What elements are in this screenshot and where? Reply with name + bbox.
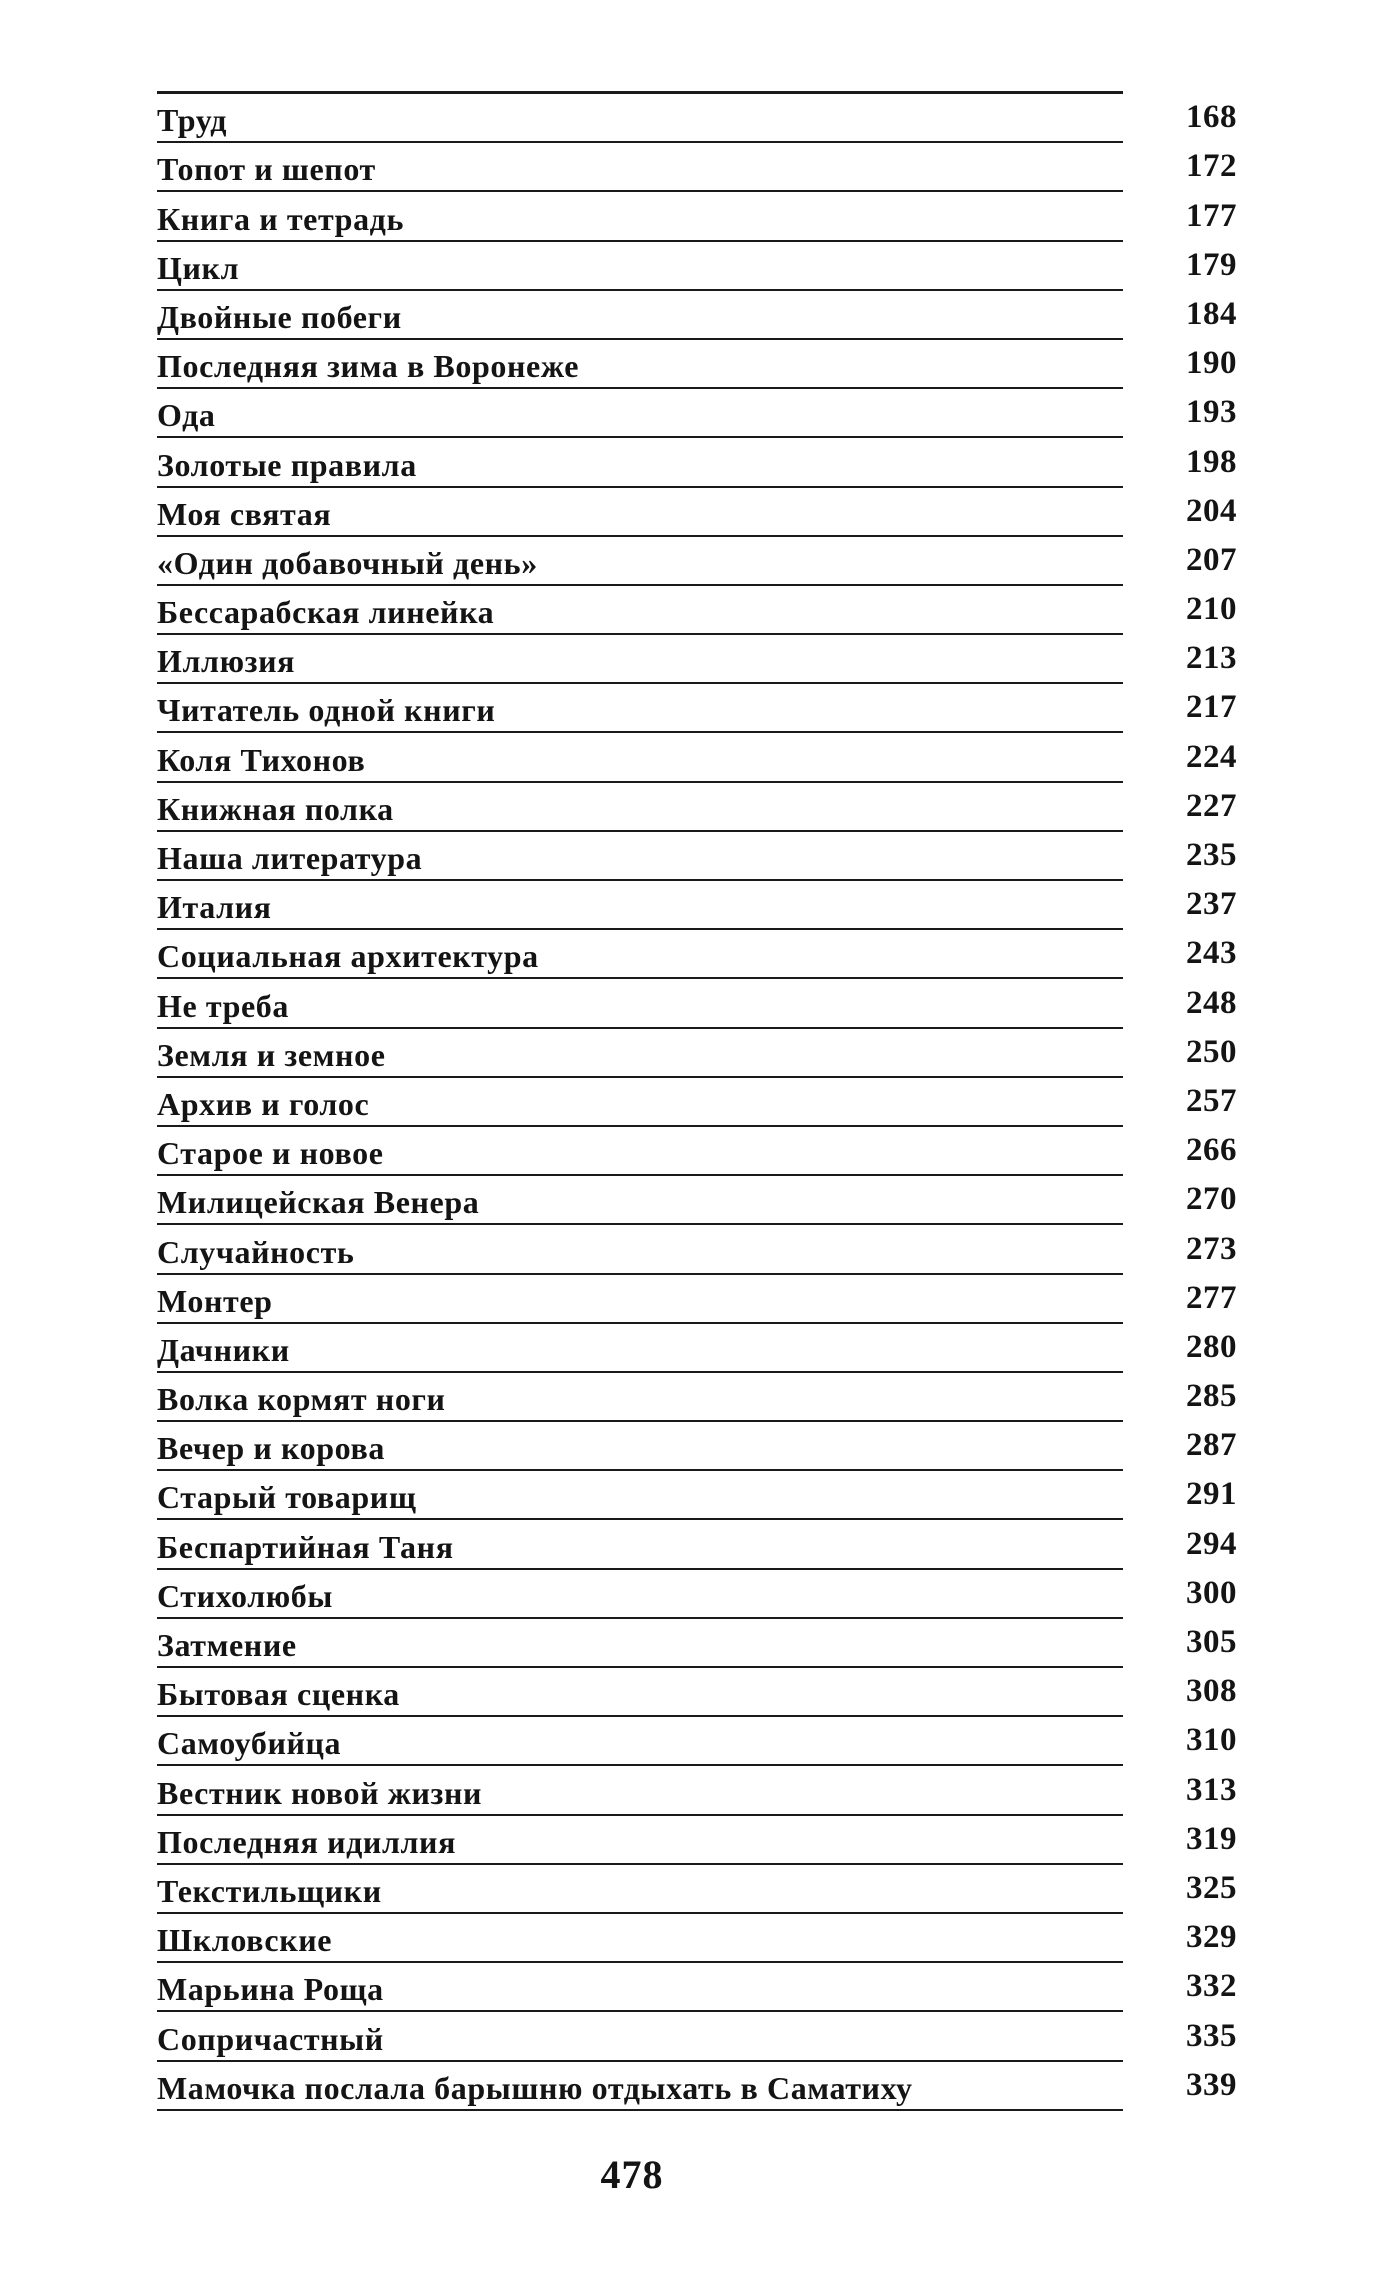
toc-entry-page: 217 — [1186, 689, 1237, 726]
toc-entry-title: Вестник новой жизни — [157, 1774, 483, 1811]
toc-entry-title: Труд — [157, 102, 228, 139]
toc-entry-title: Золотые правила — [157, 446, 417, 483]
toc-entry — [157, 783, 1237, 832]
toc-entry — [157, 389, 1237, 438]
toc-entry-page: 273 — [1186, 1230, 1237, 1267]
toc-entry — [157, 1914, 1237, 1963]
toc-entry-page: 294 — [1186, 1525, 1237, 1562]
toc-entry — [157, 1127, 1237, 1176]
toc-entry-page: 235 — [1186, 837, 1237, 873]
toc-entry — [157, 1422, 1237, 1471]
toc-entry-page: 257 — [1186, 1082, 1237, 1119]
toc-entry-title: Милицейская Венера — [157, 1184, 480, 1221]
toc-entry-title: Случайность — [157, 1233, 355, 1270]
toc-entry — [157, 1176, 1237, 1225]
toc-entry-page: 329 — [1186, 1919, 1237, 1956]
toc-entry-title: Не треба — [157, 987, 290, 1024]
toc-entry — [157, 635, 1237, 684]
toc-entry-page: 270 — [1186, 1181, 1237, 1218]
page-number: 478 — [600, 2152, 664, 2197]
toc-entry-page: 287 — [1186, 1427, 1237, 1464]
toc-entry — [157, 733, 1237, 782]
toc-entry-title: Беспартийная Таня — [157, 1528, 454, 1565]
toc-entry-title: Последняя зима в Воронеже — [157, 348, 579, 385]
toc-entry-title: Бессарабская линейка — [157, 594, 495, 631]
toc-entry-title: Италия — [157, 889, 272, 926]
toc-entry — [157, 1766, 1237, 1815]
toc-entry-page: 277 — [1186, 1279, 1237, 1316]
toc-entry — [157, 1471, 1237, 1520]
toc-entry-title: Двойные побеги — [157, 298, 402, 335]
toc-entry-page: 339 — [1186, 2066, 1237, 2103]
toc-entry-page: 310 — [1186, 1722, 1237, 1759]
toc-entry-title: Сопричастный — [157, 2020, 384, 2057]
toc-entry-page: 210 — [1186, 591, 1237, 628]
toc-entry — [157, 340, 1237, 389]
toc-entry — [157, 1225, 1237, 1274]
toc-entry — [157, 1324, 1237, 1373]
toc-entry — [157, 2062, 1237, 2111]
toc-entry-page: 190 — [1186, 345, 1237, 382]
toc-entry-page: 266 — [1186, 1132, 1237, 1169]
toc-entry-title: Ода — [157, 397, 216, 434]
toc-entry — [157, 488, 1237, 537]
toc-entry-page: 248 — [1186, 984, 1237, 1021]
toc-entry — [157, 1373, 1237, 1422]
toc-entry-title: Шкловские — [157, 1922, 333, 1959]
toc-entry-page: 207 — [1186, 541, 1237, 578]
toc-entry — [157, 1668, 1237, 1717]
toc-entry-title: Текстильщики — [157, 1872, 382, 1909]
toc-entry-page: 308 — [1186, 1673, 1237, 1710]
toc-entry-page: 313 — [1186, 1771, 1237, 1808]
toc-entry — [157, 2012, 1237, 2061]
toc-entry — [157, 832, 1237, 881]
toc-entry — [157, 930, 1237, 979]
toc-entry — [157, 1865, 1237, 1914]
toc-entry-title: Затмение — [157, 1627, 297, 1663]
toc-entry — [157, 684, 1237, 733]
toc-entry-title: «Один добавочный день» — [157, 544, 538, 581]
toc-entry — [157, 1963, 1237, 2012]
toc-entry-title: Книга и тетрадь — [157, 200, 404, 237]
toc-entry-title: Старое и новое — [157, 1135, 384, 1172]
toc-entry-page: 227 — [1186, 787, 1237, 824]
toc-entry-page: 193 — [1186, 394, 1237, 431]
toc-entry — [157, 1816, 1237, 1865]
toc-entry-title: Книжная полка — [157, 790, 394, 827]
toc-entry-page: 213 — [1186, 640, 1237, 677]
toc-entry-page: 319 — [1186, 1820, 1237, 1857]
toc-entry-title: Мамочка послала барышню отдыхать в Саматиху — [157, 2069, 913, 2106]
toc-entry — [157, 537, 1237, 586]
toc-entry-title: Старый товарищ — [157, 1479, 417, 1516]
toc-entry — [157, 1275, 1237, 1324]
toc-entry-title: Наша литература — [157, 840, 423, 876]
toc-entry — [157, 1717, 1237, 1766]
toc-entry — [157, 1029, 1237, 1078]
toc-entry-title: Самоубийца — [157, 1725, 342, 1762]
toc-entry-title: Моя святая — [157, 495, 332, 532]
toc-entry-title: Архив и голос — [157, 1085, 370, 1122]
toc-entry-page: 291 — [1186, 1476, 1237, 1513]
toc-entry-page: 250 — [1186, 1033, 1237, 1070]
toc-entry — [157, 192, 1237, 241]
toc-entry-title: Дачники — [157, 1331, 290, 1368]
toc-entry-page: 224 — [1186, 738, 1237, 775]
toc-entry-page: 204 — [1186, 492, 1237, 529]
toc-entry — [157, 1520, 1237, 1569]
toc-entry — [157, 979, 1237, 1028]
toc-entry — [157, 291, 1237, 340]
toc-entry-page: 237 — [1186, 886, 1237, 923]
toc-entry-page: 243 — [1186, 935, 1237, 972]
toc-entry — [157, 242, 1237, 291]
toc-entry-page: 285 — [1186, 1378, 1237, 1415]
toc-entry-title: Вечер и корова — [157, 1430, 385, 1467]
toc-entry-page: 184 — [1186, 295, 1237, 332]
toc-entry — [157, 586, 1237, 635]
toc-entry-page: 335 — [1186, 2017, 1237, 2054]
toc-entry-title: Волка кормят ноги — [157, 1381, 446, 1418]
toc-entry-title: Коля Тихонов — [157, 741, 366, 778]
toc-entry-page: 198 — [1186, 443, 1237, 480]
toc-entry-page: 332 — [1186, 1968, 1237, 2005]
toc-entry-title: Иллюзия — [157, 643, 296, 680]
toc-entry — [157, 881, 1237, 930]
toc-entry-page: 177 — [1186, 197, 1237, 234]
table-of-contents — [157, 91, 1237, 2111]
toc-entry-title: Марьина Роща — [157, 1971, 384, 2008]
toc-entry-title: Топот и шепот — [157, 151, 376, 188]
toc-entry — [157, 143, 1237, 192]
toc-entry — [157, 94, 1237, 143]
toc-entry-title: Социальная архитектура — [157, 938, 539, 975]
toc-entry — [157, 1570, 1237, 1619]
toc-entry-title: Цикл — [157, 249, 240, 286]
toc-entry-page: 172 — [1186, 148, 1237, 185]
toc-entry-title: Читатель одной книги — [157, 692, 496, 729]
toc-entry-page: 280 — [1186, 1328, 1237, 1365]
toc-entry-page: 305 — [1186, 1624, 1237, 1660]
toc-entry-page: 325 — [1186, 1869, 1237, 1906]
toc-entry-page: 179 — [1186, 246, 1237, 283]
toc-entry-page: 300 — [1186, 1574, 1237, 1611]
toc-entry-title: Бытовая сценка — [157, 1676, 400, 1713]
toc-entry-title: Монтер — [157, 1282, 273, 1319]
toc-entry-title: Последняя идиллия — [157, 1823, 456, 1860]
toc-entry — [157, 438, 1237, 487]
toc-entry — [157, 1078, 1237, 1127]
toc-entry-title: Стихолюбы — [157, 1577, 333, 1614]
toc-entry-list — [157, 94, 1237, 2111]
toc-entry-page: 168 — [1186, 99, 1237, 136]
toc-entry-title: Земля и земное — [157, 1036, 386, 1073]
toc-entry — [157, 1619, 1237, 1668]
